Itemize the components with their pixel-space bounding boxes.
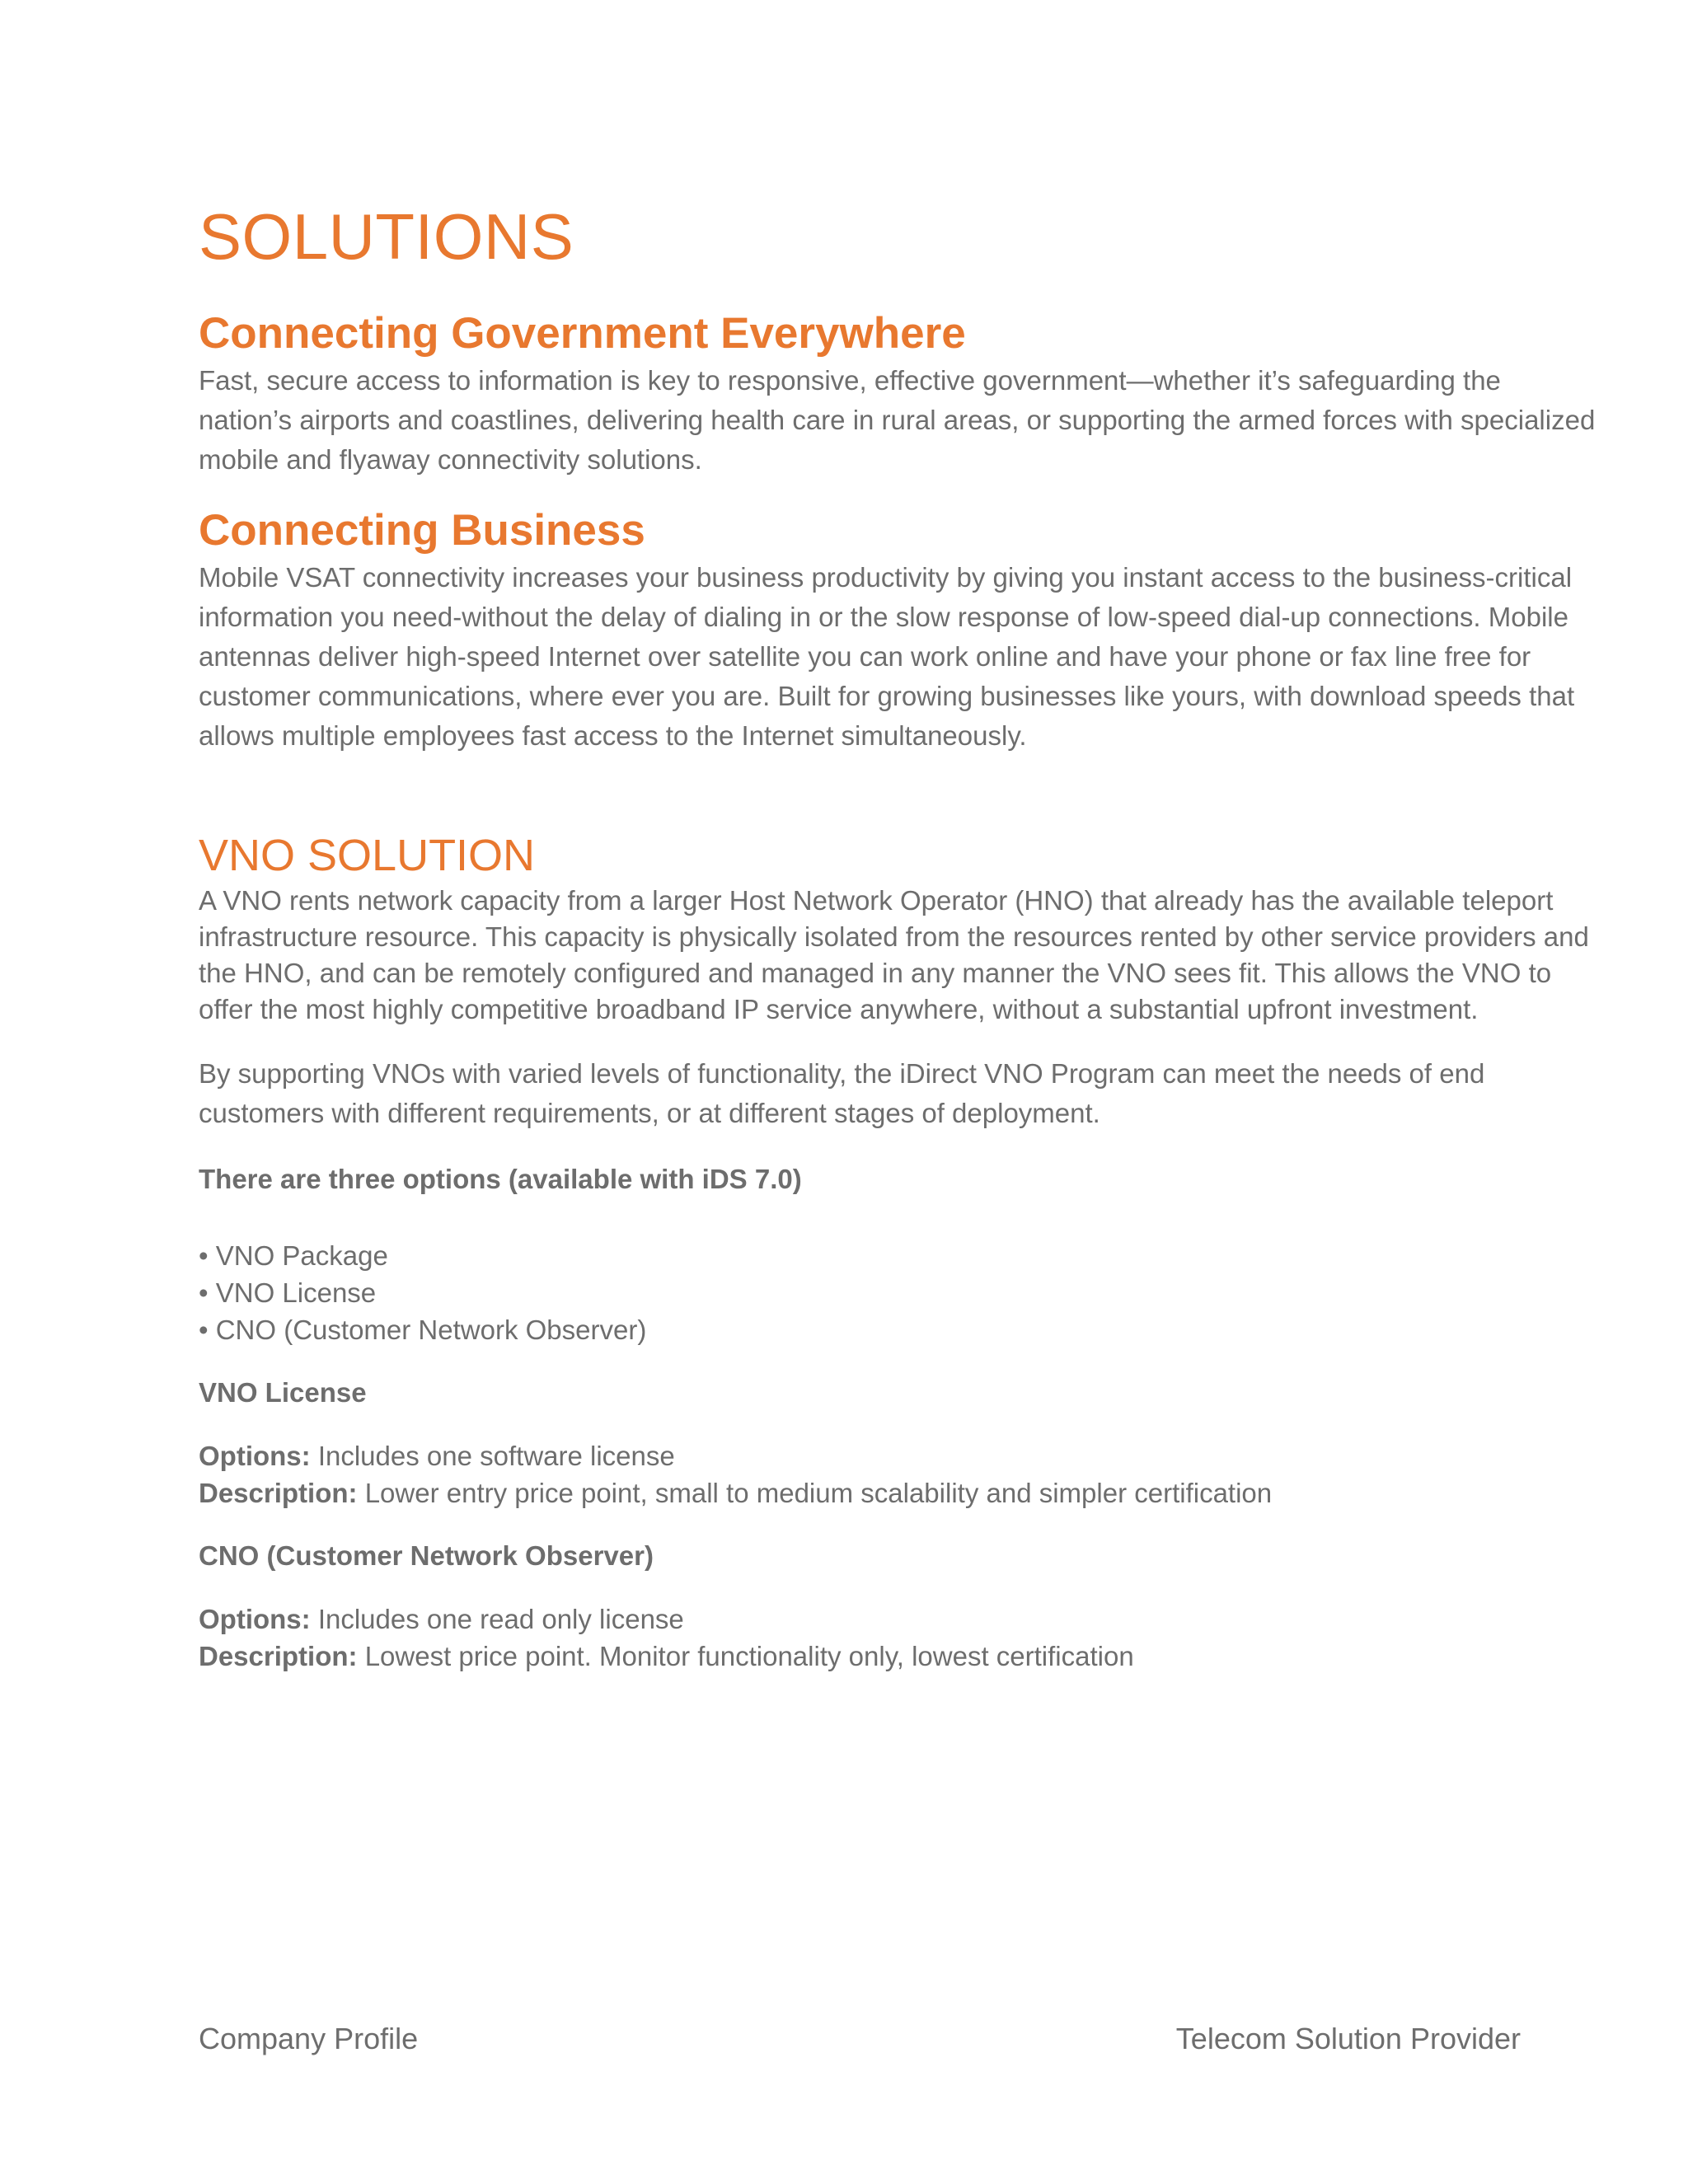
list-item: • VNO Package: [199, 1240, 388, 1271]
vno-license-options: [199, 1437, 1600, 1474]
options-label: Options:: [199, 1440, 311, 1471]
options-value: Includes one software license: [310, 1440, 675, 1471]
page-title: SOLUTIONS: [199, 200, 574, 273]
options-value: Includes one read only license: [310, 1603, 684, 1634]
vno-paragraph-1: A VNO rents network capacity from a larger Host Network Operator (HNO) that already has the available teleport infrastructure resource. This capacity is physically isolated from the resources rented by other service providers and the HNO, and can be remotely configured and managed in any manner the VNO sees fit. This allows the VNO to offer the most highly competitive broadband IP service anywhere, without a substantial upfront investment.: [199, 884, 1589, 1024]
vno-options-list: [199, 1237, 1600, 1348]
cno-details: [199, 1601, 1600, 1675]
footer-right: Telecom Solution Provider: [1175, 2022, 1521, 2055]
options-label: Options:: [199, 1603, 311, 1634]
list-item: • VNO License: [199, 1277, 377, 1308]
description-value: Lowest price point. Monitor functionality only, lowest certification: [357, 1640, 1134, 1671]
cno-description: [199, 1638, 1600, 1675]
vno-paragraph-2: By supporting VNOs with varied levels of functionality, the iDirect VNO Program can meet the needs of end customers with different requirements, or at different stages of deployment.: [199, 1057, 1485, 1128]
section-title-business: Connecting Business: [199, 505, 645, 555]
footer-left: Company Profile: [199, 2022, 419, 2055]
section-government: [199, 309, 1600, 480]
section-business: [199, 506, 1600, 756]
description-label: Description:: [199, 1477, 358, 1508]
vno-options-heading: There are three options (available with iDS 7.0): [199, 1163, 802, 1194]
cno-heading: CNO (Customer Network Observer): [199, 1540, 654, 1571]
description-value: Lower entry price point, small to medium scalability and simpler certification: [357, 1477, 1273, 1508]
cno-options: [199, 1601, 1600, 1638]
vno-license-heading: VNO License: [199, 1376, 367, 1408]
section-vno: [199, 830, 1600, 1675]
list-item: • CNO (Customer Network Observer): [199, 1314, 647, 1345]
section-body-business: Mobile VSAT connectivity increases your business productivity by giving you instant access to the business-critical information you need-without the delay of dialing in or the slow response of low-speed dial-up connections. Mobile antennas deliver high-speed Internet over satellite you can work online and have your phone or fax line free for customer communications, where ever you are. Built for growing businesses like yours, with download speeds that allows multiple employees fast access to the Internet simultaneously.: [199, 561, 1575, 751]
vno-license-details: [199, 1437, 1600, 1511]
section-spacer: [199, 782, 1600, 830]
section-title-government: Connecting Government Everywhere: [199, 308, 966, 358]
vno-license-description: [199, 1474, 1600, 1511]
section-title-vno: VNO SOLUTION: [199, 830, 536, 880]
section-body-government: Fast, secure access to information is key to responsive, effective government—whether it’s safeguarding the nation’s airports and coastlines, delivering health care in rural areas, or supporting the armed forces with specialized mobile and flyaway connectivity solutions.: [199, 364, 1596, 475]
description-label: Description:: [199, 1640, 358, 1671]
document-content: [199, 202, 1600, 1699]
